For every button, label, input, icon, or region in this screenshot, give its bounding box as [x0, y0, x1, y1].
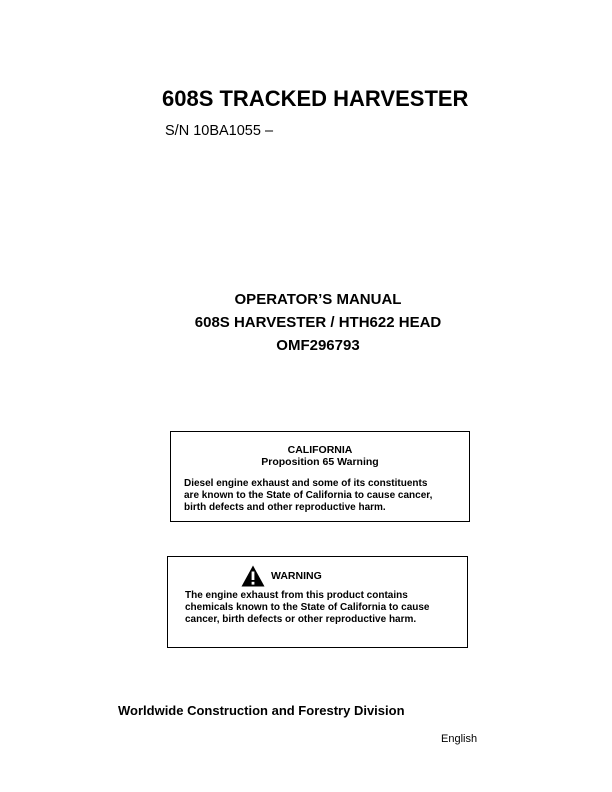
engine-warning-box: [167, 556, 468, 648]
engine-warning-text: [185, 590, 465, 626]
language-label: English: [441, 733, 478, 745]
california-warning-text: [184, 478, 466, 514]
california-heading: [171, 444, 469, 468]
california-warning-box: [170, 431, 470, 522]
manual-product: 608S HARVESTER / HTH622 HEAD: [194, 314, 442, 331]
california-text-line: Diesel engine exhaust and some of its constituents: [184, 478, 428, 489]
manual-info: [0, 288, 612, 357]
warning-text-line: cancer, birth defects or other reproductive harm.: [185, 614, 417, 625]
warning-text-line: The engine exhaust from this product contains: [185, 590, 408, 601]
warning-triangle-icon: [241, 565, 265, 587]
california-text-line: are known to the State of California to cause cancer,: [184, 490, 433, 501]
manual-type: OPERATOR’S MANUAL: [234, 291, 402, 308]
california-title: CALIFORNIA: [287, 444, 353, 456]
manual-number: OMF296793: [276, 337, 360, 354]
division-name: Worldwide Construction and Forestry Division: [118, 703, 405, 718]
warning-label: WARNING: [271, 570, 322, 582]
california-text-line: birth defects and other reproductive harm.: [184, 502, 386, 513]
document-title: 608S TRACKED HARVESTER: [162, 86, 469, 111]
proposition-title: Proposition 65 Warning: [261, 456, 379, 468]
warning-header: [241, 565, 322, 587]
serial-number: S/N 10BA1055 –: [165, 123, 274, 139]
warning-text-line: chemicals known to the State of California to cause: [185, 602, 430, 613]
